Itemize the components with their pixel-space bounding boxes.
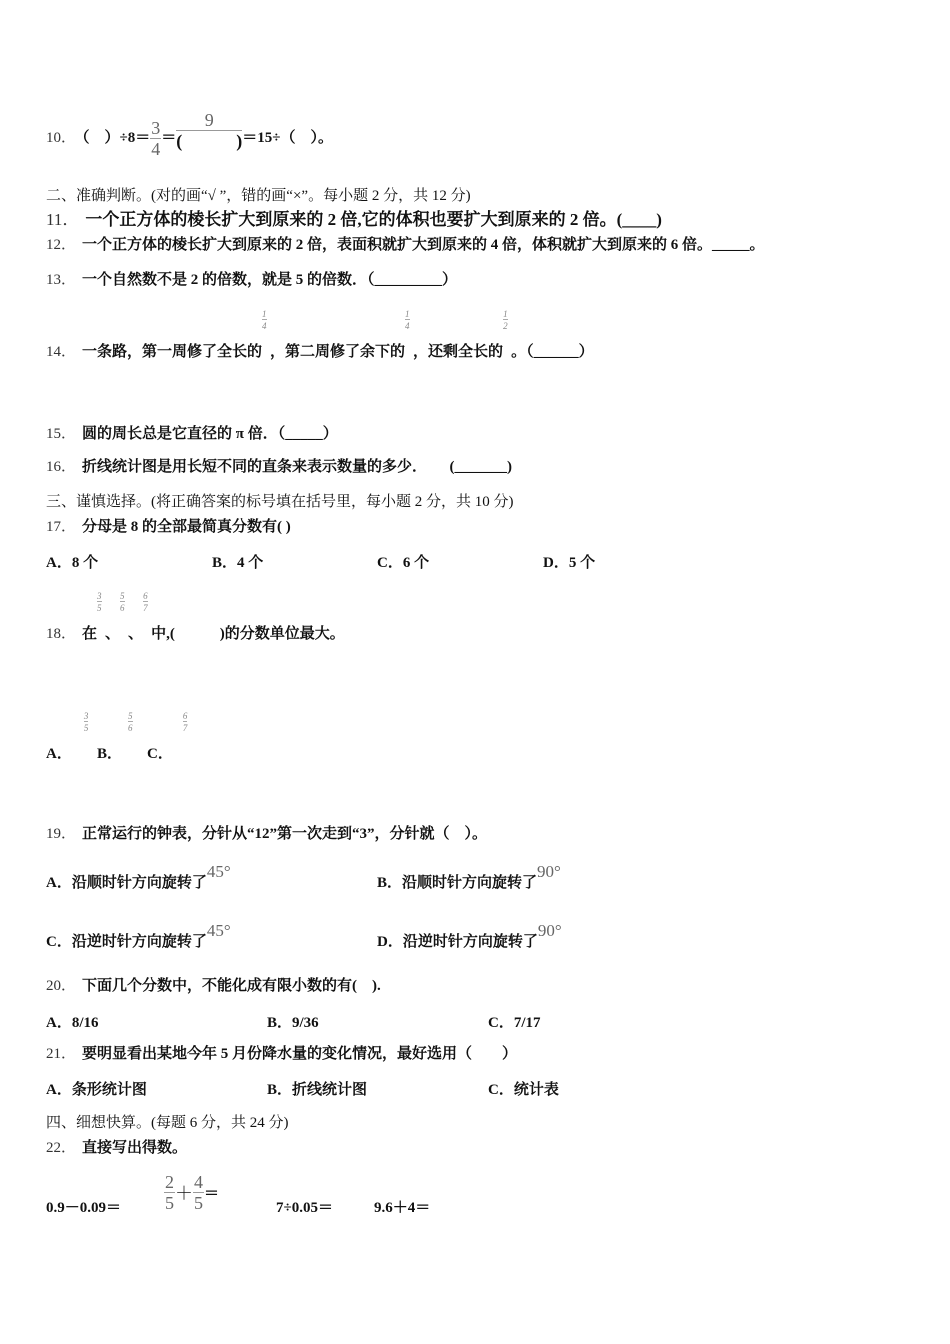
fraction-2-5: $\frac{2}{5}$	[165, 1172, 174, 1213]
q21-option-a[interactable]: A．条形统计图	[46, 1082, 147, 1098]
fraction-4-5: $\frac{4}{5}$	[194, 1172, 203, 1213]
question-18: 18． 在 $\frac{3}{5}$ 、 $\frac{5}{6}$ 、 $\frac{6}{7}$ 中,( )的分数单位最大。	[46, 591, 345, 642]
question-16: 16． 折线统计图是用长短不同的直条来表示数量的多少． (_______)	[46, 459, 513, 475]
q20-option-b[interactable]: B．9/36	[267, 1015, 319, 1031]
section-4-title: 四、细想快算。(每题 6 分，共 24 分)	[46, 1115, 289, 1131]
fraction-1-4: $\frac{1}{4}$	[262, 309, 267, 331]
question-14: 14． 一条路，第一周修了全长的 $\frac{1}{4}$ ，第二周修了余下的 $\frac{1}{4}$ ，还剩全长的 $\frac{1}{2}$ 。（______）	[46, 309, 594, 360]
q17-option-b[interactable]: B．4 个	[212, 555, 264, 571]
question-15: 15． 圆的周长总是它直径的 π 倍．（_____）	[46, 426, 338, 442]
calc-1: 0.9－0.09＝	[46, 1200, 122, 1216]
fraction-3-4: $\frac{3}{4}$	[151, 118, 161, 159]
q18-option-a[interactable]: A． $\frac{3}{5}$	[46, 711, 89, 762]
fraction-6-7: $\frac{6}{7}$	[143, 591, 148, 613]
q19-option-c[interactable]: C．沿逆时针方向旋转了45°	[46, 921, 231, 950]
question-19: 19． 正常运行的钟表，分针从“12”第一次走到“3”，分针就（ ）。	[46, 826, 488, 842]
q18-option-c[interactable]: C． $\frac{6}{7}$	[147, 711, 188, 762]
q21-option-c[interactable]: C．统计表	[488, 1082, 559, 1098]
fraction-1-4: $\frac{1}{4}$	[405, 309, 410, 331]
fraction-9-blank: $\frac{9}{( )}$	[176, 110, 243, 151]
q20-option-a[interactable]: A．8/16	[46, 1015, 99, 1031]
fraction-1-2: $\frac{1}{2}$	[503, 309, 508, 331]
calc-4: 9.6＋4＝	[374, 1200, 431, 1216]
question-10: 10． （ ）÷8＝ $\frac{3}{4}$ ＝ $\frac{9}{( )}$ ＝15÷（ ）。	[46, 110, 333, 159]
calc-3: 7÷0.05＝	[276, 1200, 333, 1216]
q17-option-c[interactable]: C．6 个	[377, 555, 430, 571]
q19-option-b[interactable]: B．沿顺时针方向旋转了90°	[377, 862, 561, 891]
question-22: 22． 直接写出得数。	[46, 1140, 188, 1156]
q17-option-a[interactable]: A．8 个	[46, 555, 99, 571]
section-3-title: 三、谨慎选择。(将正确答案的标号填在括号里，每小题 2 分，共 10 分)	[46, 494, 514, 510]
q18-option-b[interactable]: B． $\frac{5}{6}$	[97, 711, 133, 762]
question-21: 21． 要明显看出某地今年 5 月份降水量的变化情况，最好选用（ ）	[46, 1046, 518, 1062]
section-2-title: 二、准确判断。(对的画“√ ”，错的画“×”。每小题 2 分，共 12 分)	[46, 188, 471, 204]
q19-option-a[interactable]: A．沿顺时针方向旋转了45°	[46, 862, 231, 891]
fraction-5-6: $\frac{5}{6}$	[120, 591, 125, 613]
question-20: 20． 下面几个分数中，不能化成有限小数的有( ).	[46, 978, 381, 994]
question-13: 13． 一个自然数不是 2 的倍数，就是 5 的倍数．（_________）	[46, 272, 458, 288]
question-11: 11． 一个正方体的棱长扩大到原来的 2 倍,它的体积也要扩大到原来的 2 倍。(____)	[46, 210, 662, 229]
question-17: 17． 分母是 8 的全部最简真分数有( )	[46, 519, 291, 535]
question-12: 12． 一个正方体的棱长扩大到原来的 2 倍，表面积就扩大到原来的 4 倍，体积就扩大到原来的 6 倍。_____。	[46, 237, 765, 253]
calc-2: $\frac{2}{5}$ ＋ $\frac{4}{5}$ ＝	[165, 1172, 220, 1213]
fraction-3-5: $\frac{3}{5}$	[97, 591, 102, 613]
q21-option-b[interactable]: B．折线统计图	[267, 1082, 368, 1098]
q20-option-c[interactable]: C．7/17	[488, 1015, 541, 1031]
q17-option-d[interactable]: D．5 个	[543, 555, 596, 571]
q19-option-d[interactable]: D．沿逆时针方向旋转了90°	[377, 921, 562, 950]
